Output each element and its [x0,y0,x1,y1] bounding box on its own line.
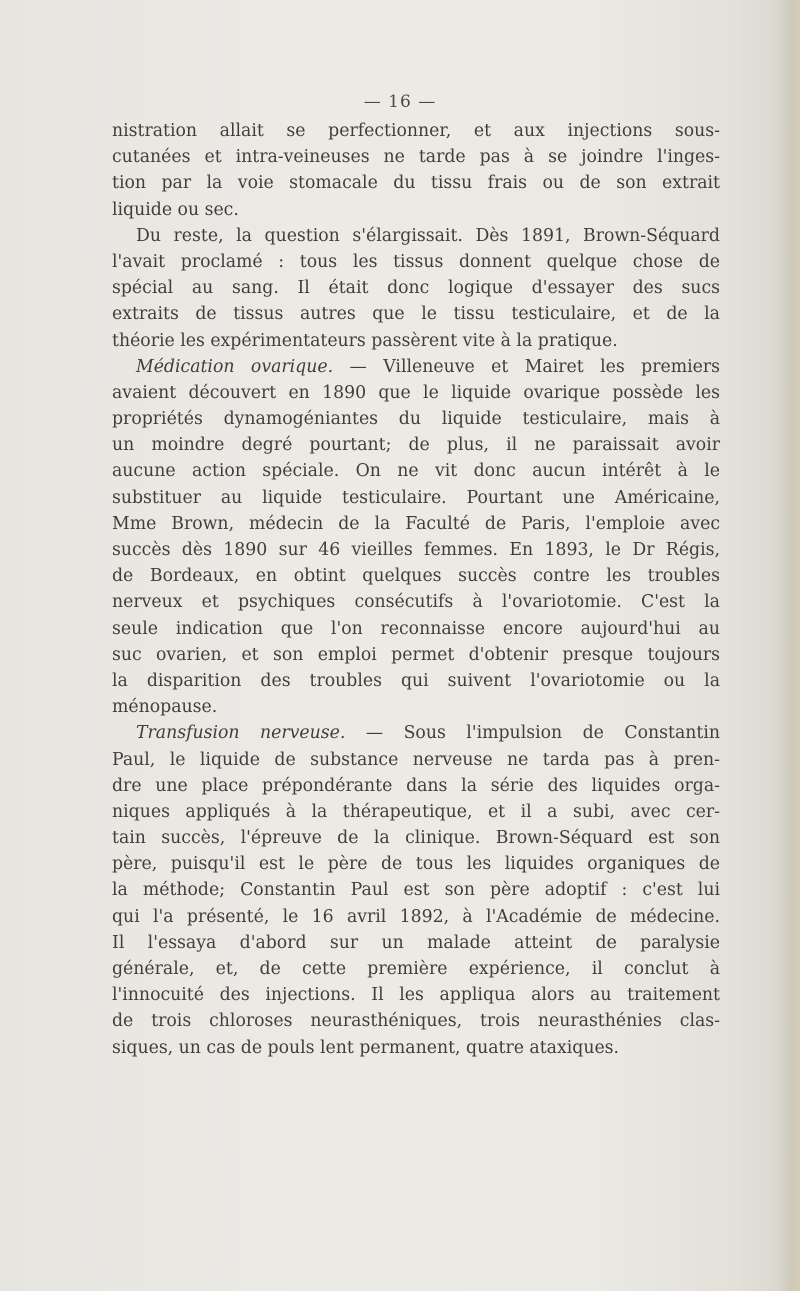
line-text: un moindre degré pourtant; de plus, il ne paraissait avoir [112,435,720,456]
line-text: de trois chloroses neurasthéniques, trois neurasthénies clas- [112,1011,720,1032]
line-text: dre une place prépondérante dans la série des liquides orga- [112,775,720,796]
line-text: succès dès 1890 sur 46 vieilles femmes. En 1893, le Dr Régis, [112,540,720,560]
text-line [112,354,720,380]
line-text: — Sous l'impulsion de Constantin [345,723,720,744]
text-line [112,877,720,903]
line-text: Mme Brown, médecin de la Faculté de Paris, l'emploie avec [112,513,720,534]
line-text: spécial au sang. Il était donc logique d'essayer des sucs [112,278,720,299]
text-line [112,485,720,511]
text-line [112,668,720,694]
line-text: niques appliqués à la thérapeutique, et il a subi, avec cer- [112,801,720,822]
text-line [112,851,720,877]
line-text: théorie les expérimentateurs passèrent vite à la pratique. [112,330,618,351]
text-line [112,694,720,720]
text-line [112,563,720,589]
text-line [112,773,720,799]
section-heading: Transfusion nerveuse. [136,723,346,744]
line-text: qui l'a présenté, le 16 avril 1892, à l'Académie de médecine. [112,906,720,927]
line-text: Paul, le liquide de substance nerveuse ne tarda pas à pren- [112,749,720,770]
text-line [112,275,720,301]
text-line [112,1008,720,1034]
text-line [112,720,720,746]
line-text: extraits de tissus autres que le tissu testiculaire, et de la [112,304,720,325]
line-text: suc ovarien, et son emploi permet d'obtenir presque toujours [112,644,720,665]
line-text: l'innocuité des injections. Il les appliqua alors au traitement [112,985,720,1006]
line-text: avaient découvert en 1890 que le liquide ovarique possède les [112,382,720,403]
text-line [112,197,720,223]
text-line [112,406,720,432]
line-text: Il l'essaya d'abord sur un malade atteint de paralysie [112,932,720,953]
line-text: tion par la voie stomacale du tissu frais ou de son extrait [112,173,720,194]
text-line [112,799,720,825]
page-number: — 16 — [363,92,437,112]
line-text: substituer au liquide testiculaire. Pourtant une Américaine, [112,487,720,508]
text-line [112,642,720,668]
text-line [112,118,720,144]
text-line [112,328,720,354]
text-line [112,249,720,275]
line-text: générale, et, de cette première expérience, il conclut à [112,959,720,979]
text-line [112,537,720,563]
section-heading: Médication ovarique. [136,356,334,377]
text-line [112,825,720,851]
line-text: l'avait proclamé : tous les tissus donnent quelque chose de [112,251,720,272]
text-line [112,589,720,615]
text-line [112,301,720,327]
line-text: cutanées et intra-veineuses ne tarde pas à se joindre l'inges- [112,147,720,168]
text-line [112,223,720,249]
text-line [112,144,720,170]
line-text: tain succès, l'épreuve de la clinique. Brown-Séquard est son [112,828,720,849]
line-text: la disparition des troubles qui suivent l'ovariotomie ou la [112,670,720,691]
line-text: seule indication que l'on reconnaisse encore aujourd'hui au [112,618,720,639]
line-text: — Villeneuve et Mairet les premiers [333,356,720,377]
line-text: nerveux et psychiques consécutifs à l'ovariotomie. C'est la [112,592,720,613]
line-text: propriétés dynamogéniantes du liquide testiculaire, mais à [112,409,720,430]
line-text: de Bordeaux, en obtint quelques succès contre les troubles [112,566,720,587]
text-line [112,956,720,982]
line-text: Du reste, la question s'élargissait. Dès 1891, Brown-Séquard [136,225,720,246]
text-line [112,458,720,484]
text-line [112,380,720,406]
line-text: père, puisqu'il est le père de tous les liquides organiques de [112,854,720,875]
text-line [112,432,720,458]
text-line [112,511,720,537]
line-text: aucune action spéciale. On ne vit donc aucun intérêt à le [112,461,720,482]
line-text: liquide ou sec. [112,199,239,220]
body-text [112,118,720,1061]
text-line [112,616,720,642]
text-line [112,1035,720,1061]
text-line [112,982,720,1008]
line-text: nistration allait se perfectionner, et aux injections sous- [112,121,720,141]
page-edge-shadow [778,0,800,1291]
line-text: siques, un cas de pouls lent permanent, quatre ataxiques. [112,1037,620,1058]
line-text: ménopause. [112,697,218,718]
text-line [112,747,720,773]
text-line [112,904,720,930]
line-text: la méthode; Constantin Paul est son père adoptif : c'est lui [112,880,720,901]
text-line [112,930,720,956]
text-line [112,170,720,196]
